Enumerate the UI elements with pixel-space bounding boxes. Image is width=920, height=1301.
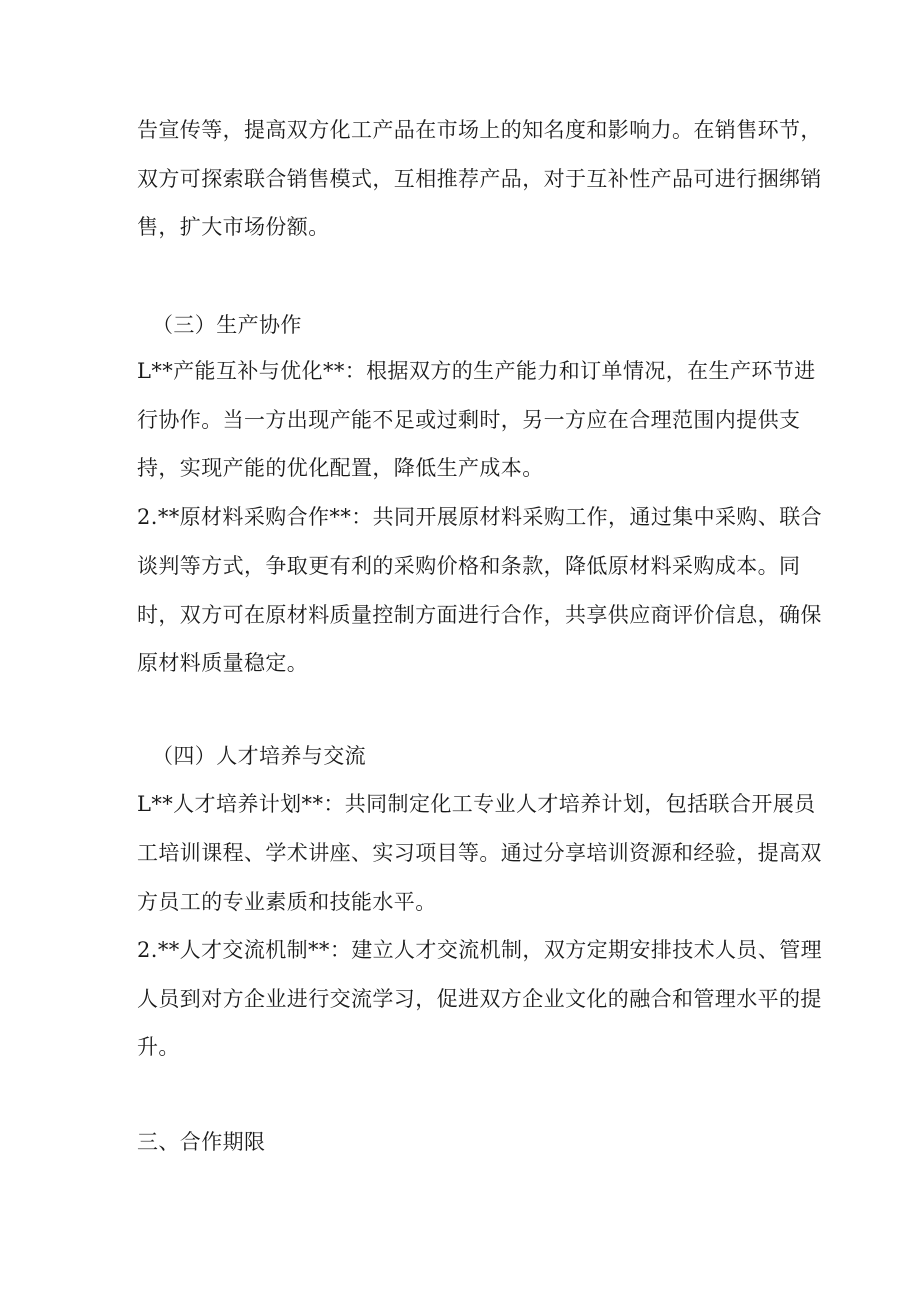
- chapter-heading: 三、合作期限: [137, 1130, 266, 1154]
- paragraph-line: 人员到对方企业进行交流学习，促进双方企业文化的融合和管理水平的提: [137, 987, 822, 1011]
- section-heading: （三）生产协作: [152, 313, 302, 337]
- paragraph-line: 时，双方可在原材料质量控制方面进行合作，共享供应商评价信息，确保: [137, 603, 822, 627]
- paragraph-line: 方员工的专业素质和技能水平。: [137, 890, 437, 914]
- paragraph-line: 谈判等方式，争取更有利的采购价格和条款，降低原材料采购成本。同: [137, 554, 801, 578]
- paragraph-line: 售，扩大市场份额。: [137, 215, 330, 239]
- paragraph-line: 升。: [137, 1035, 180, 1059]
- paragraph-line: 告宣传等，提高双方化工产品在市场上的知名度和影响力。在销售环节，: [137, 118, 822, 142]
- paragraph-line: 行协作。当一方出现产能不足或过剩时，另一方应在合理范围内提供支: [137, 408, 801, 432]
- list-item-line: 2.**原材料采购合作**：共同开展原材料采购工作，通过集中采购、联合: [137, 505, 823, 529]
- paragraph-line: 持，实现产能的优化配置，降低生产成本。: [137, 456, 544, 480]
- section-heading: （四）人才培养与交流: [152, 744, 366, 768]
- list-item-line: L**人才培养计划**：共同制定化工专业人才培养计划，包括联合开展员: [137, 792, 816, 816]
- paragraph-line: 双方可探索联合销售模式，互相推荐产品，对于互补性产品可进行捆绑销: [137, 167, 822, 191]
- list-item-line: 2.**人才交流机制**：建立人才交流机制，双方定期安排技术人员、管理: [137, 938, 823, 962]
- list-item-line: L**产能互补与优化**：根据双方的生产能力和订单情况，在生产环节进: [137, 359, 816, 383]
- paragraph-line: 原材料质量稳定。: [137, 651, 309, 675]
- paragraph-line: 工培训课程、学术讲座、实习项目等。通过分享培训资源和经验，提高双: [137, 841, 822, 865]
